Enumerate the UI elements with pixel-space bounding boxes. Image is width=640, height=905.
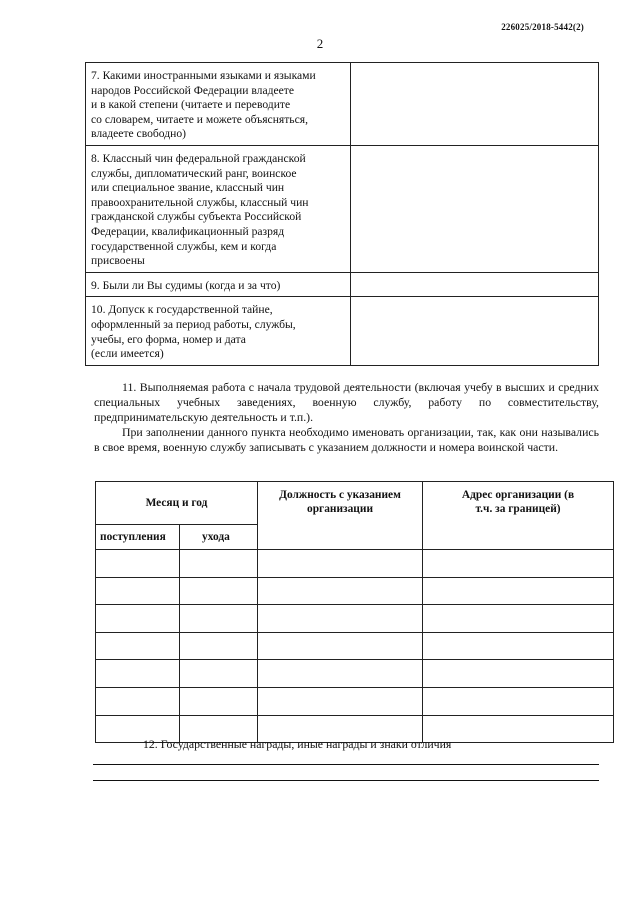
cell-start[interactable]	[96, 660, 180, 688]
question-line: 7. Какими иностранными языками и языками	[91, 69, 316, 82]
table-row	[96, 577, 614, 605]
cell-end[interactable]	[180, 605, 258, 633]
cell-start[interactable]	[96, 605, 180, 633]
cell-end[interactable]	[180, 687, 258, 715]
question-line: 8. Классный чин федеральной гражданской	[91, 151, 306, 165]
cell-position[interactable]	[258, 605, 423, 633]
answer-cell[interactable]	[351, 145, 599, 272]
question-line: присвоены	[91, 254, 145, 268]
cell-position[interactable]	[258, 550, 423, 578]
questionnaire-table	[85, 62, 599, 366]
answer-cell[interactable]	[351, 63, 599, 146]
question-line: оформленный за период работы, службы,	[91, 317, 296, 331]
question-line: (если имеется)	[91, 347, 164, 361]
header-address: Адрес организации (в т.ч. за границей)	[423, 482, 614, 550]
cell-address[interactable]	[423, 660, 614, 688]
question-line: гражданской службы субъекта Российской	[91, 210, 302, 224]
question-line: государственной службы, кем и когда	[91, 239, 277, 253]
answer-line[interactable]	[93, 780, 599, 781]
cell-end[interactable]	[180, 660, 258, 688]
cell-address[interactable]	[423, 605, 614, 633]
section-11-text	[94, 380, 599, 426]
cell-position[interactable]	[258, 632, 423, 660]
header-month-year: Месяц и год	[96, 482, 258, 525]
document-id: 226025/2018-5442(2)	[501, 22, 584, 32]
answer-cell[interactable]	[351, 297, 599, 365]
work-history-table	[95, 481, 614, 743]
question-cell	[86, 297, 351, 365]
answer-line[interactable]	[93, 764, 599, 765]
cell-start[interactable]	[96, 550, 180, 578]
question-line: службы, дипломатический ранг, воинское	[91, 166, 297, 180]
section-11-body: 11. Выполняемая работа с начала трудовой деятельности (включая учебу в высших и средних специальных учебных заведениях, военную службу, работу по совместительству, предпринимательскую деятельность и т.п.).	[94, 380, 599, 425]
question-row-8	[86, 145, 599, 272]
question-cell	[86, 145, 351, 272]
cell-position[interactable]	[258, 577, 423, 605]
header-end: ухода	[180, 525, 258, 550]
table-row	[96, 687, 614, 715]
cell-address[interactable]	[423, 550, 614, 578]
header-position: Должность с указанием организации	[258, 482, 423, 550]
question-line: 9. Были ли Вы судимы (когда и за что)	[91, 278, 281, 292]
question-line: 10. Допуск к государственной тайне,	[91, 303, 273, 317]
cell-start[interactable]	[96, 577, 180, 605]
question-line: владеете свободно)	[91, 127, 187, 141]
cell-address[interactable]	[423, 687, 614, 715]
cell-address[interactable]	[423, 577, 614, 605]
section-11-note	[94, 425, 599, 455]
header-start: поступления	[96, 525, 180, 550]
answer-cell[interactable]	[351, 272, 599, 297]
question-row-10	[86, 297, 599, 365]
question-cell	[86, 63, 351, 146]
cell-address[interactable]	[423, 632, 614, 660]
question-line: или специальное звание, классный чин	[91, 181, 285, 195]
question-row-7	[86, 63, 599, 146]
cell-position[interactable]	[258, 687, 423, 715]
question-line: и в какой степени (читаете и переводите	[91, 98, 291, 112]
table-row	[96, 605, 614, 633]
table-row	[96, 632, 614, 660]
section-11-note-body: При заполнении данного пункта необходимо именовать организации, так, как они назывались в свое время, военную службу записывать с указанием должности и номера воинской части.	[94, 425, 599, 455]
question-row-9	[86, 272, 599, 297]
cell-start[interactable]	[96, 687, 180, 715]
cell-end[interactable]	[180, 632, 258, 660]
cell-position[interactable]	[258, 660, 423, 688]
cell-start[interactable]	[96, 632, 180, 660]
table-row	[96, 660, 614, 688]
section-12-text: 12. Государственные награды, иные награды и знаки отличия	[143, 737, 452, 751]
question-line: народов Российской Федерации владеете	[91, 83, 295, 97]
page-number: 2	[316, 36, 324, 51]
table-row	[96, 550, 614, 578]
question-line: правоохранительной службы, классный чин	[91, 195, 309, 209]
question-line: со словарем, читаете и можете объясняться,	[91, 112, 308, 126]
question-line: учебы, его форма, номер и дата	[91, 332, 246, 346]
work-table-header	[96, 482, 614, 525]
cell-end[interactable]	[180, 550, 258, 578]
question-line: Федерации, квалификационный разряд	[91, 224, 285, 238]
question-cell	[86, 272, 351, 297]
cell-end[interactable]	[180, 577, 258, 605]
